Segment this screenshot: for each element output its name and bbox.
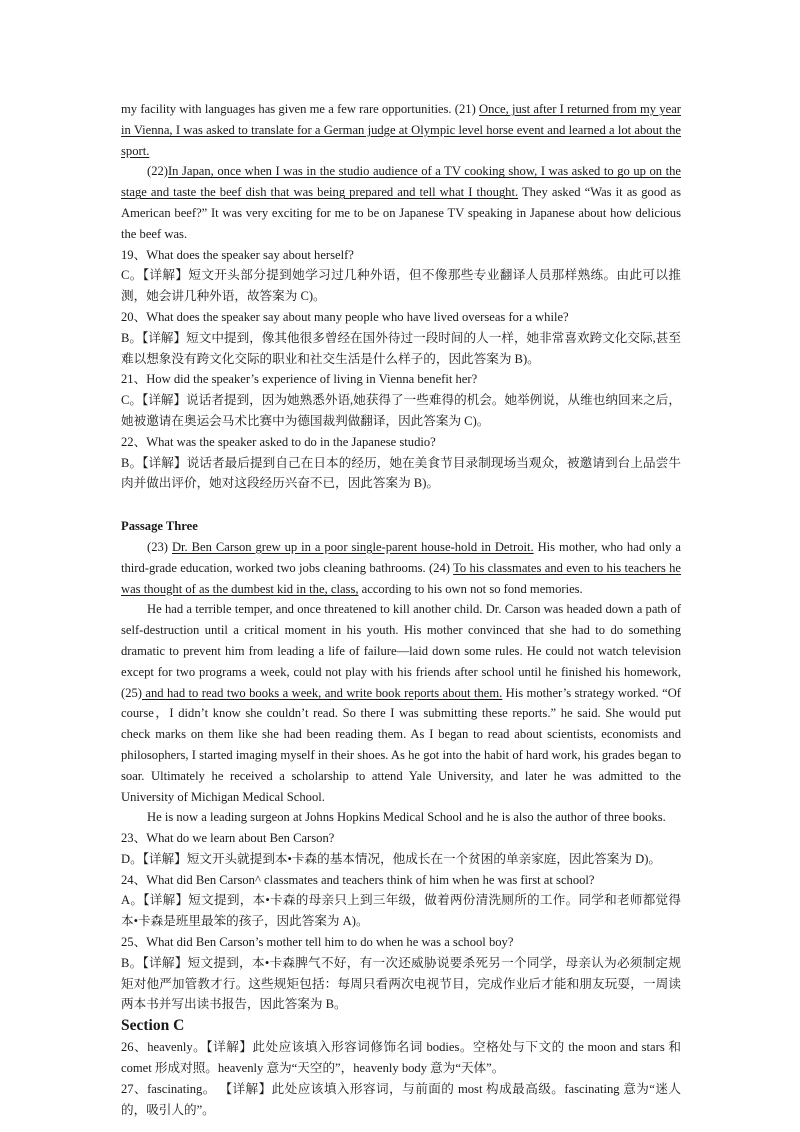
underlined-answer-24: To his classmates and even to his teachers he was thought of as the dumbest kid in the, class, (121, 560, 681, 596)
text: according to his own not so fond memories. (358, 581, 583, 596)
question-22: 22、What was the speaker asked to do in the Japanese studio? (121, 434, 436, 449)
answer-19: C。【详解】短文开头部分提到她学习过几种外语，但不像那些专业翻译人员那样熟练。由此可以推测，她会讲几种外语，故答案为 C)。 (121, 268, 681, 304)
question-24: 24、What did Ben Carson^ classmates and teachers think of him when he was first at school? (121, 872, 595, 887)
text: He had a terrible temper, and once threatened to kill another child. Dr. Carson was headed down a path of self-destruction until a critical moment in his youth. His mother convinced that she had to do something dramatic to prevent him from leading a life of failure—laid down some rules. He could not watch television except for two programs a week, could not play with his friends after school until he finished his homework, (25) (121, 602, 681, 700)
answer-20: B。【详解】短文中提到，像其他很多曾经在国外待过一段时间的人一样，她非常喜欢跨文化交际,甚至难以想象没有跨文化交际的职业和社交生活是什么样子的，因此答案为 B)。 (121, 330, 681, 366)
underlined-answer-25: and had to read two books a week, and write book reports about them. (141, 685, 503, 700)
question-25: 25、What did Ben Carson’s mother tell him to do when he was a school boy? (121, 935, 514, 950)
text: They asked “Was it as good as American beef?” It was very exciting for me to be on Japanese TV speaking in Japanese about how delicious the beef was. (121, 185, 681, 241)
section-c-item-27: 27、fascinating。 【详解】此处应该填入形容词，与前面的 most 构成最高级。fascinating 意为“迷人的，吸引人的”。 (121, 1081, 681, 1117)
underlined-answer-21: Once, just after I returned from my year in Vienna, I was asked to translate for a German judge at Olympic level horse event and learned a lot about the sport. (121, 102, 681, 158)
passage-three-heading: Passage Three (121, 519, 198, 534)
spacer (121, 494, 681, 516)
question-20: 20、What does the speaker say about many people who have lived overseas for a while? (121, 309, 569, 324)
answer-24: A。【详解】短文提到，本•卡森的母亲只上到三年级，做着两份清洗厕所的工作。同学和老师都觉得本•卡森是班里最笨的孩子，因此答案为 A)。 (121, 893, 681, 929)
answer-22: B。【详解】说话者最后提到自己在日本的经历，她在美食节目录制现场当观众，被邀请到台上品尝牛肉并做出评价，她对这段经历兴奋不已，因此答案为 B)。 (121, 455, 681, 491)
answer-21: C。【详解】说话者提到，因为她熟悉外语,她获得了一些难得的机会。她举例说，从维也纳回来之后，她被邀请在奥运会马术比赛中为德国裁判做翻译，因此答案为 C)。 (121, 393, 681, 428)
text: His mother, who had only a third-grade education, worked two jobs cleaning bathrooms. (24) (121, 539, 681, 575)
underlined-answer-23: Dr. Ben Carson grew up in a poor single-parent house-hold in Detroit. (171, 539, 534, 554)
text: my facility with languages has given me a few rare opportunities. (21) (121, 102, 480, 116)
paragraph-continuation (121, 99, 681, 161)
document-page (121, 99, 681, 1120)
question-21: 21、How did the speaker’s experience of living in Vienna benefit her? (121, 372, 478, 387)
section-c-heading: Section C (121, 1017, 185, 1035)
text: (23) (147, 539, 172, 554)
underlined-answer-22: In Japan, once when I was in the studio audience of a TV cooking show, I was asked to go up on the stage and taste the beef dish that was being prepared and tell what I thought. (121, 164, 681, 200)
section-c-item-26: 26、heavenly。【详解】此处应该填入形容词修饰名词 bodies。空格处与下文的 the moon and stars 和 comet 形成对照。heavenly 意为“天空的”，heavenly body 意为“天体”。 (121, 1040, 681, 1076)
passage-three-para-2 (121, 599, 681, 807)
question-23: 23、What do we learn about Ben Carson? (121, 831, 335, 846)
answer-25: B。【详解】短文提到，本•卡森脾气不好，有一次还威胁说要杀死另一个同学，母亲认为必须制定规矩对他严加管教才行。这些规矩包括：每周只看两次电视节目，完成作业后才能和朋友玩耍，一周读两本书并写出读书报告，因此答案为 B。 (121, 955, 681, 1012)
answer-23: D。【详解】短文开头就提到本•卡森的基本情况，他成长在一个贫困的单亲家庭，因此答案为 D)。 (121, 851, 661, 866)
passage-three-para-1 (121, 537, 681, 599)
paragraph-japan (121, 161, 681, 244)
question-19: 19、What does the speaker say about herself? (121, 247, 354, 262)
text: (22) (147, 164, 168, 179)
text: His mother’s strategy worked. “Of course，I didn’t know she couldn’t read. So there I was submitting these reports.” he said. She would put check marks on them like she had been reading them. As I began to read about scientists, economists and philosophers, I started imaging myself in their shoes. As he got into the habit of hard work, his grades began to soar. Ultimately he received a scholarship to attend Yale University, and later he was admitted to the University of Michigan Medical School. (121, 685, 681, 804)
passage-three-para-3: He is now a leading surgeon at Johns Hopkins Medical School and he is also the author of three books. (147, 810, 666, 825)
